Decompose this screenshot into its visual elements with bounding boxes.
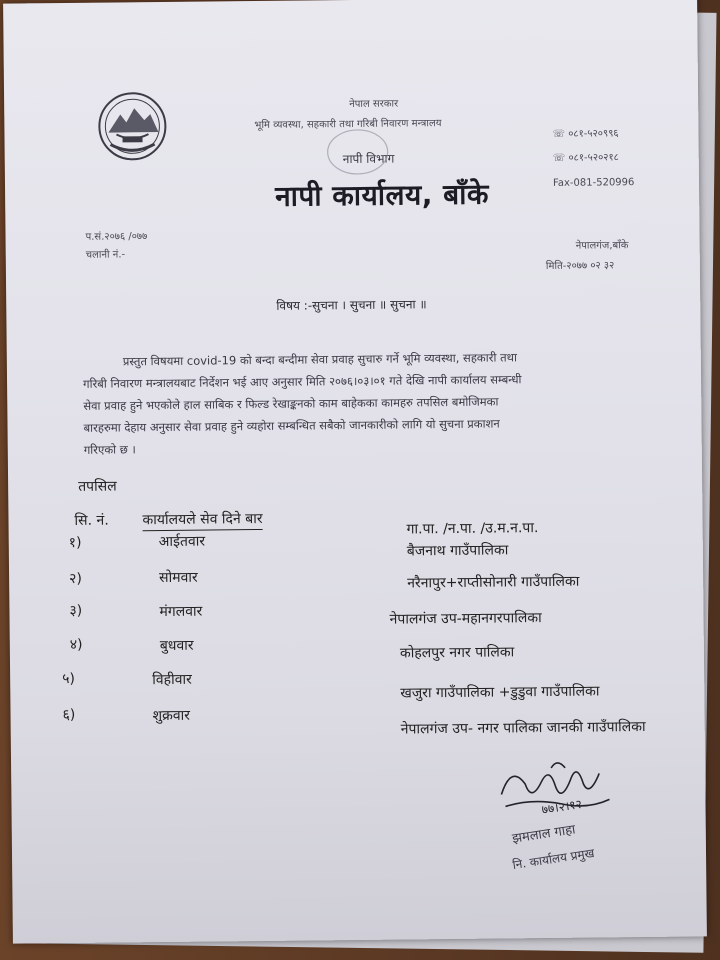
signatory-name: झमलाल गाहा [511, 822, 577, 847]
body-line-2: गरिबी निवारण मन्त्रालयबाट निर्देशन भई आए अनुसार मिति २०७६।०३।०१ गते देखि नापी कार्यालय सम्बन्धी [83, 372, 522, 391]
letter-number: प.सं.२०७६ /०७७ [85, 231, 148, 243]
row-3-day: मंगलवार [159, 603, 203, 621]
column-municipality: गा.पा. /न.पा. /उ.म.न.पा. [406, 520, 539, 538]
subject-line: विषय :-सुचना । सुचना ॥ सुचना ॥ [276, 297, 427, 313]
row-6-area: नेपालगंज उप- नगर पालिका जानकी गाउँपालिका [400, 718, 646, 738]
row-6-day: शुक्रवार [152, 707, 191, 725]
office-title: नापी कार्यालय, बाँके [274, 177, 490, 213]
row-1-day: आईतवार [158, 533, 206, 551]
row-5-sn: ५) [62, 670, 76, 688]
letter-date: मिति-२०७७ ०२ ३२ [545, 260, 615, 272]
department-name: नापी विभाग [342, 151, 395, 167]
column-service-day: कार्यालयले सेव दिने बार [142, 509, 262, 531]
row-3-area: नेपालगंज उप-महानगरपालिका [389, 610, 542, 628]
signature-date: ७७।२।१२ [540, 796, 583, 817]
row-1-area: बैजनाथ गाउँपालिका [406, 542, 509, 560]
row-4-sn: ४) [69, 636, 83, 653]
schedule-heading: तपसिल [78, 478, 117, 495]
signatory-title: नि. कार्यालय प्रमुख [511, 845, 596, 873]
column-serial-number: सि. नं. [74, 512, 109, 529]
government-name: नेपाल सरकार [349, 98, 399, 111]
row-1-sn: १) [68, 534, 82, 552]
phone-2: ☏ ०८१-५२०२१८ [552, 152, 619, 164]
body-line-3: सेवा प्रवाह हुने भएकोले हाल साबिक र फिल्ड रेखाङ्कनको काम बाहेकका कामहरु तपसिल बमोजिमका [83, 394, 499, 413]
row-2-day: सोमवार [159, 569, 198, 587]
row-4-area: कोहलपुर नगर पालिका [399, 644, 515, 662]
ministry-name: भूमि व्यवस्था, सहकारी तथा गरिबी निवारण मन्त्रालय [254, 118, 442, 132]
dispatch-number: चलानी नं.- [85, 249, 126, 261]
phone-1: ☏ ०८१-५२०९९६ [552, 128, 619, 140]
row-4-day: बुधवार [159, 637, 194, 655]
row-5-area: खजुरा गाउँपालिका +डुडुवा गाउँपालिका [400, 683, 600, 702]
nepal-emblem-icon [96, 90, 169, 163]
row-5-day: विहीवार [152, 671, 192, 689]
row-3-sn: ३) [69, 602, 83, 619]
row-2-sn: २) [69, 570, 82, 587]
place: नेपालगंज,बाँके [575, 240, 629, 252]
fax-number: Fax-081-520996 [552, 177, 635, 189]
office-stamp-icon [322, 126, 393, 179]
row-2-area: नरैनापुर+राप्तीसोनारी गाउँपालिका [407, 573, 580, 592]
body-line-5: गरिएको छ । [83, 442, 136, 457]
row-6-sn: ६) [62, 706, 76, 724]
body-line-1: प्रस्तुत विषयमा covid-19 को बन्दा बन्दीमा सेवा प्रवाह सुचारु गर्ने भूमि व्यवस्था, सहकारी तथा [122, 350, 517, 369]
body-line-4: बारहरुमा देहाय अनुसार सेवा प्रवाह हुने व्यहोरा सम्बन्धित सबैको जानकारीको लागि यो सुचना प्रकाशन [83, 416, 500, 435]
notice-document [3, 0, 707, 944]
